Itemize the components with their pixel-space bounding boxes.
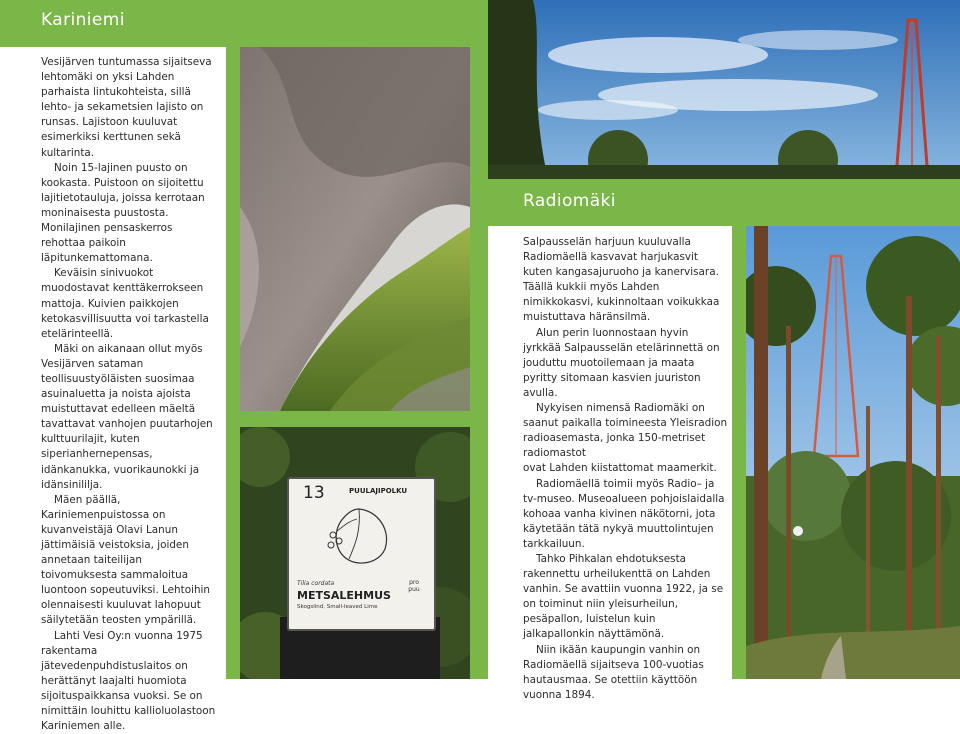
paragraph: Lahti Vesi Oy:n vuonna 1975 rakentama jätevedenpuhdistuslaitos on herättänyt laajalti huomiota sijoituspaikkansa vuoksi. Se on nimittäin louhittu kallioluolastoon Kariniemen alle. xyxy=(41,629,216,733)
sign-number: 13 xyxy=(303,483,325,503)
paragraph: Tahko Pihkalan ehdotuksesta rakennettu urheilukenttä on Lahden xyxy=(523,552,711,581)
right-divider-strip xyxy=(732,226,746,679)
paragraph: Noin 15-lajinen puusto on kookasta. Puistoon on sijoitettu lajitietotauluja, joissa kerrotaan moninaisesta puustosta. Monilajinen pensaskerros rehottaa paikoin läpitunkemattomana. xyxy=(41,161,205,265)
paragraph: Radiomäellä toimii myös Radio– ja tv-museo. Museoalueen pohjoislaidalla kohoaa vanha kivinen näkötorni, jota käytetään tätä nykyä muuttolintujen tarkkailuun. xyxy=(523,477,725,550)
sign-finnish-name: METSALEHMUS xyxy=(297,589,391,602)
logo-text: pro xyxy=(409,579,419,586)
logo-text: puu xyxy=(408,586,420,593)
sign-subtitle: Skogslind, Small-leaved Lime xyxy=(297,604,378,610)
pro-puu-logo xyxy=(401,579,427,593)
photo-gap-strip xyxy=(240,411,480,427)
paragraph: vanhin. Se avattiin vuonna 1922, ja se on toiminut niin yleisurheilun, pesäpallon, luistelun kuin jalkapallonkin näyttämönä. xyxy=(523,583,724,641)
paragraph: ovat Lahden kiistattomat maamerkit. xyxy=(523,462,717,475)
kariniemi-text xyxy=(41,55,219,734)
paragraph: Mäen päällä, Kariniemenpuistossa on kuvanveistäjä Olavi Lanun jättimäisiä veistoksia, joiden annetaan taiteilijan toivomuksesta sammaloitua luontoon sopeutuviksi. Lehtoihin olennaisesti kuuluvat lahopuut säilytetään teosten ympärillä. xyxy=(41,493,211,627)
lime-leaf-illustration-icon xyxy=(319,501,399,571)
center-divider-strip xyxy=(470,0,488,679)
paragraph: Mäki on aikanaan ollut myös Vesijärven sataman teollisuustyöläisten suosimaa asuinaluetta ja noista ajoista muistuttavat edelleen mäeltä tavattavat vanhojen puutarhojen kulttuurilajit, kuten siperianhernepensas, idänkanukka, vuorikaunokki ja idänsinililja. xyxy=(41,342,213,491)
paragraph: Vesijärven tuntumassa sijaitseva lehtomäki on yksi Lahden parhaista lintukohteista, sillä lehto- ja sekametsien lajisto on runsas. Lajistoon kuuluvat esimerkiksi kerttunen sekä kultarinta. xyxy=(41,56,212,159)
paragraph: Niin ikään kaupungin vanhin on Radiomäellä sijaitseva 100-vuotias hautausmaa. Se otettiin käyttöön vuonna 1894. xyxy=(523,643,704,701)
section-title-radiomaki: Radiomäki xyxy=(523,191,616,211)
pine-forest-photo xyxy=(746,226,960,679)
radiomaki-text xyxy=(523,235,728,703)
sign-latin-name: Tilia cordata xyxy=(297,580,335,587)
paragraph: Alun perin luonnostaan hyvin jyrkkää Salpausselän etelärinnettä on jouduttu muotoilemaan ja maata pyritty sitomaan kasvien juuriston avulla. xyxy=(523,326,720,399)
tree-sign-photo xyxy=(240,427,470,679)
paragraph: Salpausselän harjuun kuuluvalla Radiomäellä kasvavat harjukasvit kuten kangasajuruoho ja kanervisara. Täällä kukkii myös Lahden nimikkokasvi, kukinnoltaan voikukkaa muistuttava häränsilmä. xyxy=(523,236,720,324)
sign-board xyxy=(287,477,436,631)
paragraph: Keväisin sinivuokot muodostavat kenttäkerrokseen mattoja. Kuivien paikkojen ketokasvillisuutta voi tarkastella etelärinteellä. xyxy=(41,267,209,340)
left-divider-strip xyxy=(226,47,240,679)
sky-mast-photo xyxy=(488,0,960,179)
sign-header: PUULAJIPOLKU xyxy=(349,487,408,495)
paragraph: Nykyisen nimensä Radiomäki on saanut paikalla toimineesta Yleisradion radioasemasta, jonka 150-metriset radiomastot xyxy=(523,402,728,460)
sculpture-photo xyxy=(240,47,470,411)
page-title-kariniemi: Kariniemi xyxy=(41,10,125,30)
